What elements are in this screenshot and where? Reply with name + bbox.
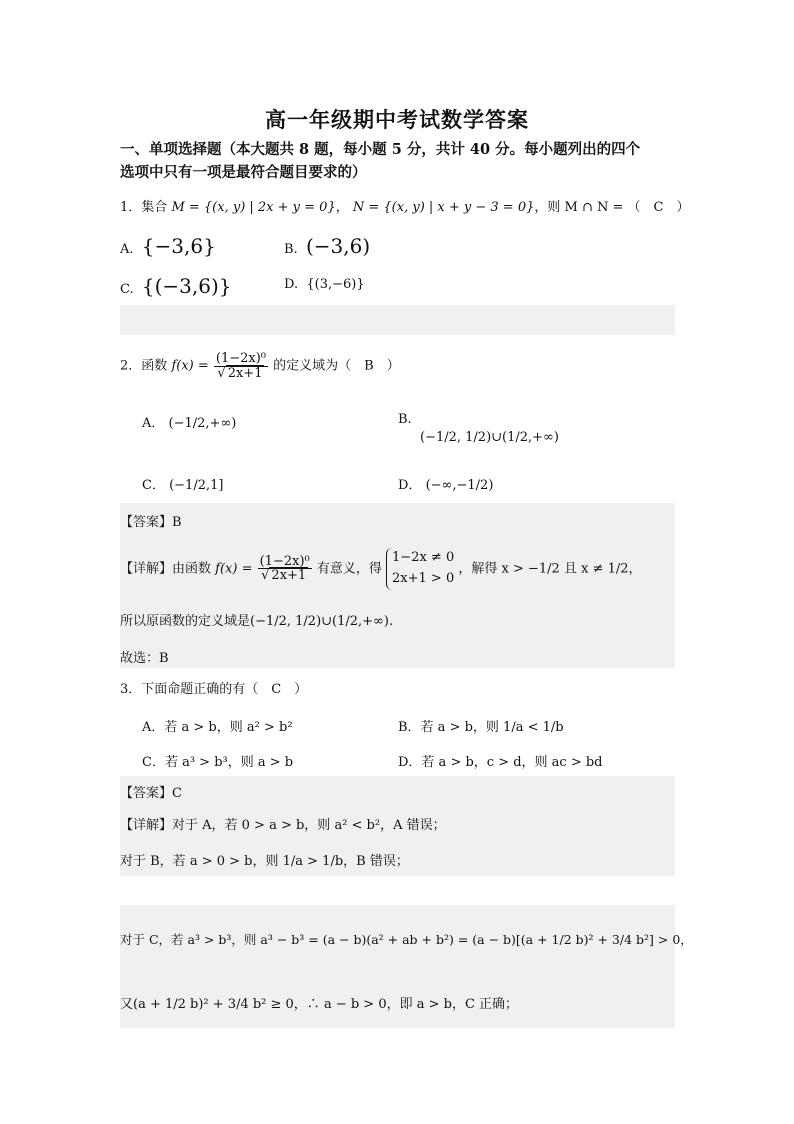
system-line-1: 1−2x ≠ 0 — [392, 550, 455, 565]
fraction-numerator: (1−2x)⁰ — [259, 553, 310, 569]
question-number: 1． — [120, 200, 142, 215]
detail-prefix: 【详解】由函数 — [120, 561, 212, 577]
option-b — [284, 234, 370, 258]
answer-box-empty — [120, 305, 675, 335]
option-text: {(−3,6)} — [141, 274, 232, 298]
section-heading-line2: 选项中只有一项是最符合题目要求的） — [120, 164, 367, 181]
option-label: C． — [142, 478, 165, 493]
q2-option-d — [398, 474, 493, 493]
section-heading-line1: 一、单项选择题（本大题共 8 题，每小题 5 分，共计 40 分。每小题列出的四个 — [120, 141, 641, 158]
question-text: 下面命题正确的有（ C ） — [141, 682, 308, 697]
option-c — [120, 274, 232, 298]
fraction-numerator: (1−2x)⁰ — [215, 351, 267, 366]
q2-choose: 故选：B — [120, 651, 169, 666]
option-text: (−∞,−1/2) — [425, 478, 494, 493]
q3-option-a: A．若 a > b，则 a² > b² — [142, 720, 293, 735]
function-name: f(x) = — [171, 358, 209, 374]
system-line-2: 2x+1 > 0 — [392, 570, 455, 586]
q2-option-c — [142, 474, 223, 493]
page-title: 高一年级期中考试数学答案 — [265, 107, 529, 132]
q2-option-a — [142, 412, 236, 431]
q3-detail-c2: 又(a + 1/2 b)² + 3/4 b² ≥ 0，∴ a − b > 0，即 a > b，C 正确； — [120, 997, 519, 1012]
option-a — [120, 234, 216, 258]
question-2-stem — [120, 352, 400, 380]
q2-option-b: (−1/2, 1/2)∪(1/2,+∞) — [420, 430, 559, 445]
q2-option-b-label: B. — [398, 412, 412, 427]
option-label: C. — [120, 282, 134, 297]
option-text: {−3,6} — [141, 234, 216, 258]
option-d — [284, 277, 365, 292]
q2-answer: 【答案】B — [120, 515, 182, 530]
option-text: (−3,6) — [305, 234, 371, 258]
question-number: 3． — [120, 682, 142, 697]
detail-mid: 有意义，得 — [316, 561, 382, 577]
q3-detail-c: 对于 C，若 a³ > b³，则 a³ − b³ = (a − b)(a² + ab + b²) = (a − b)[(a + 1/2 b)² + 3/4 b²] > 0， — [120, 932, 693, 947]
option-text: (−1/2,1] — [169, 478, 224, 493]
detail-end: ，解得 x > −1/2 且 x ≠ 1/2， — [458, 561, 642, 577]
option-text: (−1/2,+∞) — [168, 416, 237, 431]
inequality-system — [386, 548, 454, 590]
separator: ， — [335, 200, 349, 215]
function-name: f(x) = — [215, 561, 253, 577]
fraction-denominator: 2x+1 — [271, 568, 307, 584]
option-label: A. — [120, 242, 134, 257]
q2-domain-line: 所以原函数的定义域是(−1/2, 1/2)∪(1/2,+∞). — [120, 614, 394, 629]
question-number: 2． — [120, 358, 142, 374]
question-prefix: 集合 — [141, 200, 168, 215]
option-label: D. — [284, 277, 299, 292]
option-label: A． — [142, 416, 165, 431]
set-n: N = {(x, y) | x + y − 3 = 0} — [352, 200, 535, 215]
option-text: {(3,−6)} — [306, 277, 365, 292]
question-prefix: 函数 — [141, 358, 168, 374]
q2-detail — [120, 548, 642, 590]
q3-option-b: B．若 a > b，则 1/a < 1/b — [398, 720, 564, 735]
fraction-denominator: 2x+1 — [227, 365, 263, 381]
q3-detail-a: 【详解】对于 A，若 0 > a > b，则 a² < b²，A 错误； — [120, 818, 446, 833]
set-m: M = {(x, y) | 2x + y = 0} — [171, 200, 336, 215]
function-fraction: $\frac{\text{(1−2x)⁰}}{√ 2x+1}$ — [215, 351, 267, 381]
option-label: D． — [398, 478, 422, 493]
q3-answer: 【答案】C — [120, 786, 182, 801]
question-3-stem — [120, 678, 307, 697]
question-suffix: 的定义域为（ B ） — [273, 358, 400, 374]
q3-option-c: C．若 a³ > b³，则 a > b — [142, 755, 294, 770]
question-ask: ，则 M ∩ N = （ C ） — [534, 200, 690, 215]
q3-detail-b: 对于 B，若 a > 0 > b，则 1/a > 1/b，B 错误； — [120, 854, 409, 869]
q3-option-d: D．若 a > b，c > d，则 ac > bd — [398, 755, 603, 770]
option-label: B. — [284, 242, 298, 257]
question-1-stem — [120, 196, 689, 215]
function-fraction: $\frac{\text{(1−2x)⁰}}{√ 2x+1}$ — [259, 553, 310, 584]
